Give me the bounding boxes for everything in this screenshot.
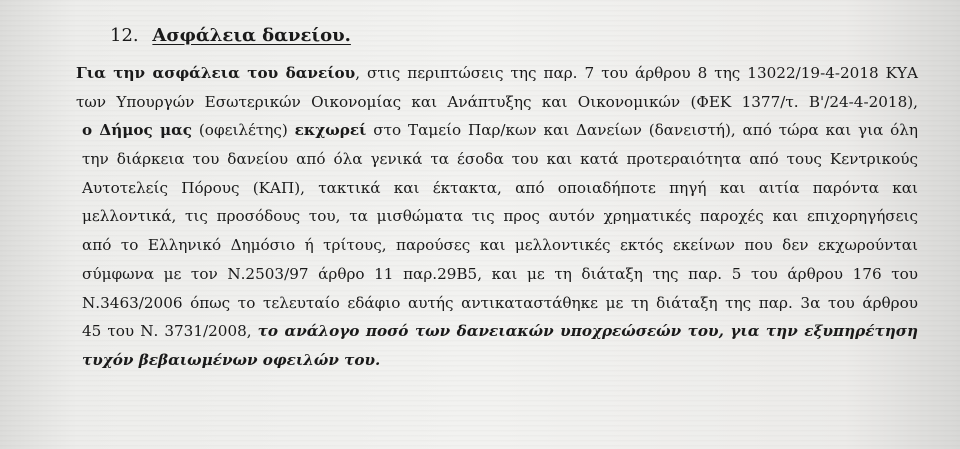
text-segment: τυχόν βεβαιωμένων οφειλών του. (82, 350, 381, 369)
text-line (76, 59, 918, 88)
text-segment: στο Ταμείο Παρ/κων και Δανείων (δανειστή), από τώρα και για όλη (366, 121, 919, 140)
section-body (76, 59, 918, 375)
text-segment: Αυτοτελείς Πόρους (ΚΑΠ), τακτικά και έκτακτα, από οποιαδήποτε πηγή και αιτία παρόντα και (82, 178, 918, 197)
text-segment: το ανάλογο ποσό των δανειακών υποχρεώσεών του, για την εξυπηρέτηση (257, 322, 918, 341)
text-segment: μελλοντικά, τις προσόδους του, τα μισθώματα τις προς αυτόν χρηματικές παροχές και επιχορηγήσεις (82, 207, 918, 226)
text-line (76, 260, 918, 289)
text-line (76, 231, 918, 260)
text-line (76, 289, 918, 318)
text-line (76, 145, 918, 174)
text-line (76, 174, 918, 203)
text-line (76, 317, 918, 346)
text-segment: από το Ελληνικό Δημόσιο ή τρίτους, παρούσες και μελλοντικές εκτός εκείνων που δεν εκχωρούνται (82, 236, 918, 255)
section-title: Ασφάλεια δανείου. (152, 25, 351, 46)
text-line (76, 116, 918, 145)
text-segment: την διάρκεια του δανείου από όλα γενικά τα έσοδα του και κατά προτεραιότητα από τους Κεντρικούς (82, 150, 918, 169)
text-line (76, 88, 918, 117)
section-number: 12. (110, 25, 139, 46)
text-segment: ο Δήμος μας (82, 121, 193, 140)
text-line (76, 202, 918, 231)
text-segment: των Υπουργών Εσωτερικών Οικονομίας και Ανάπτυξης και Οικονομικών (ΦΕΚ 1377/τ. Β'/24-4-2018), (76, 92, 918, 111)
text-segment: σύμφωνα με τον Ν.2503/97 άρθρο 11 παρ.29Β5, και με τη διάταξη της παρ. 5 του άρθρου 176 του (82, 264, 918, 283)
text-segment: εκχωρεί (294, 121, 367, 140)
text-segment: Ν.3463/2006 όπως το τελευταίο εδάφιο αυτής αντικαταστάθηκε με τη διάταξη της παρ. 3α του άρθρου (82, 293, 918, 312)
text-segment: 45 του Ν. 3731/2008, (82, 322, 258, 341)
text-segment: Για την ασφάλεια του δανείου (76, 64, 356, 82)
text-line (76, 346, 918, 375)
text-segment: (οφειλέτης) (192, 121, 295, 140)
text-segment: , στις περιπτώσεις της παρ. 7 του άρθρου 8 της 13022/19-4-2018 ΚΥΑ (355, 64, 918, 82)
section-heading (110, 24, 351, 48)
